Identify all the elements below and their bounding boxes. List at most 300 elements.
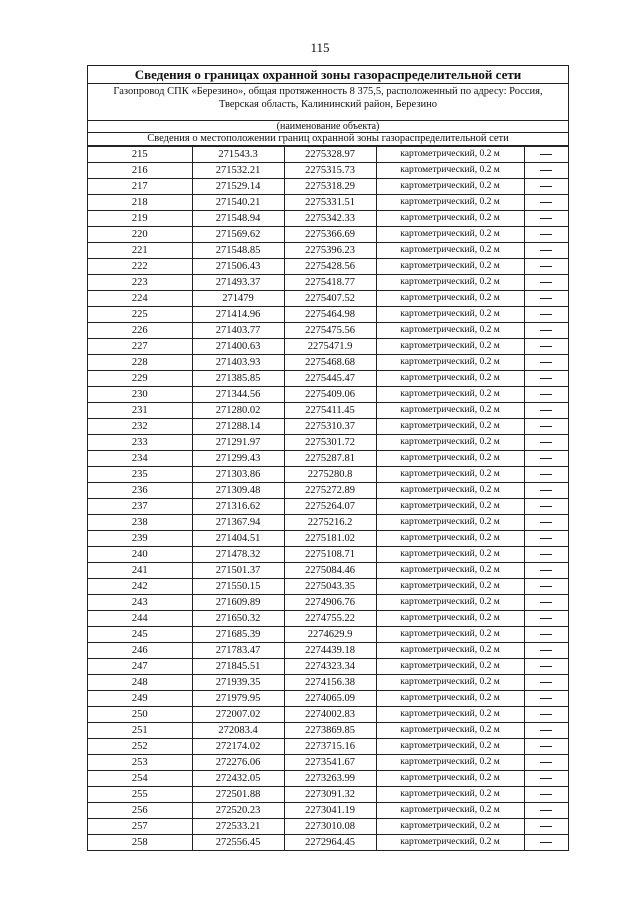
y-coordinate-cell: 2275287.81 [284, 451, 376, 467]
y-coordinate-cell: 2272964.45 [284, 835, 376, 851]
x-coordinate-cell: 271385.85 [192, 371, 284, 387]
method-cell: картометрический, 0.2 м [376, 563, 524, 579]
point-number-cell: 233 [88, 435, 192, 451]
y-coordinate-cell: 2274323.34 [284, 659, 376, 675]
table-row [88, 611, 568, 627]
table-row [88, 467, 568, 483]
table-row [88, 723, 568, 739]
dash-mark [540, 458, 552, 459]
method-cell: картометрический, 0.2 м [376, 755, 524, 771]
dash-mark [540, 714, 552, 715]
method-cell: картометрический, 0.2 м [376, 387, 524, 403]
table-row [88, 643, 568, 659]
table-row [88, 787, 568, 803]
x-coordinate-cell: 271493.37 [192, 275, 284, 291]
method-cell: картометрический, 0.2 м [376, 819, 524, 835]
dash-mark [540, 650, 552, 651]
dash-mark [540, 618, 552, 619]
dash-cell [524, 515, 568, 531]
dash-cell [524, 307, 568, 323]
dash-cell [524, 339, 568, 355]
point-number-cell: 223 [88, 275, 192, 291]
dash-mark [540, 730, 552, 731]
dash-cell [524, 547, 568, 563]
document-title: Сведения о границах охранной зоны газораспределительной сети [88, 66, 568, 84]
method-cell: картометрический, 0.2 м [376, 739, 524, 755]
dash-mark [540, 330, 552, 331]
point-number-cell: 234 [88, 451, 192, 467]
dash-cell [524, 499, 568, 515]
table-row [88, 595, 568, 611]
method-cell: картометрический, 0.2 м [376, 499, 524, 515]
point-number-cell: 247 [88, 659, 192, 675]
point-number-cell: 246 [88, 643, 192, 659]
y-coordinate-cell: 2275331.51 [284, 195, 376, 211]
x-coordinate-cell: 271543.3 [192, 147, 284, 163]
dash-cell [524, 195, 568, 211]
dash-mark [540, 522, 552, 523]
dash-cell [524, 659, 568, 675]
x-coordinate-cell: 271501.37 [192, 563, 284, 579]
y-coordinate-cell: 2275468.68 [284, 355, 376, 371]
dash-mark [540, 778, 552, 779]
method-cell: картометрический, 0.2 м [376, 451, 524, 467]
x-coordinate-cell: 271288.14 [192, 419, 284, 435]
point-number-cell: 215 [88, 147, 192, 163]
dash-mark [540, 378, 552, 379]
y-coordinate-cell: 2274755.22 [284, 611, 376, 627]
y-coordinate-cell: 2275310.37 [284, 419, 376, 435]
dash-mark [540, 250, 552, 251]
table-row [88, 435, 568, 451]
dash-mark [540, 554, 552, 555]
x-coordinate-cell: 271299.43 [192, 451, 284, 467]
dash-cell [524, 323, 568, 339]
table-row [88, 499, 568, 515]
point-number-cell: 242 [88, 579, 192, 595]
dash-mark [540, 154, 552, 155]
dash-mark [540, 298, 552, 299]
section-title: Сведения о местоположении границ охранной зоны газораспределительной сети [88, 133, 568, 146]
dash-cell [524, 211, 568, 227]
x-coordinate-cell: 271280.02 [192, 403, 284, 419]
table-row [88, 547, 568, 563]
dash-mark [540, 698, 552, 699]
point-number-cell: 228 [88, 355, 192, 371]
dash-mark [540, 682, 552, 683]
table-row [88, 803, 568, 819]
dash-cell [524, 227, 568, 243]
y-coordinate-cell: 2274629.9 [284, 627, 376, 643]
method-cell: картометрический, 0.2 м [376, 339, 524, 355]
y-coordinate-cell: 2273715.16 [284, 739, 376, 755]
point-number-cell: 224 [88, 291, 192, 307]
y-coordinate-cell: 2273541.67 [284, 755, 376, 771]
method-cell: картометрический, 0.2 м [376, 771, 524, 787]
point-number-cell: 222 [88, 259, 192, 275]
point-number-cell: 236 [88, 483, 192, 499]
table-row [88, 659, 568, 675]
method-cell: картометрический, 0.2 м [376, 403, 524, 419]
method-cell: картометрический, 0.2 м [376, 259, 524, 275]
y-coordinate-cell: 2275318.29 [284, 179, 376, 195]
dash-mark [540, 602, 552, 603]
object-description-line1: Газопровод СПК «Березино», общая протяженность 8 375,5, расположенный по адресу: Россия, [113, 86, 543, 97]
dash-cell [524, 579, 568, 595]
dash-cell [524, 819, 568, 835]
dash-cell [524, 723, 568, 739]
point-number-cell: 250 [88, 707, 192, 723]
y-coordinate-cell: 2275411.45 [284, 403, 376, 419]
table-row [88, 339, 568, 355]
table-row [88, 195, 568, 211]
point-number-cell: 216 [88, 163, 192, 179]
dash-cell [524, 419, 568, 435]
point-number-cell: 249 [88, 691, 192, 707]
x-coordinate-cell: 271939.35 [192, 675, 284, 691]
dash-cell [524, 179, 568, 195]
point-number-cell: 221 [88, 243, 192, 259]
x-coordinate-cell: 271367.94 [192, 515, 284, 531]
x-coordinate-cell: 272533.21 [192, 819, 284, 835]
y-coordinate-cell: 2274065.09 [284, 691, 376, 707]
point-number-cell: 220 [88, 227, 192, 243]
x-coordinate-cell: 271309.48 [192, 483, 284, 499]
dash-mark [540, 170, 552, 171]
x-coordinate-cell: 272276.06 [192, 755, 284, 771]
table-row [88, 323, 568, 339]
y-coordinate-cell: 2274906.76 [284, 595, 376, 611]
table-row [88, 739, 568, 755]
method-cell: картометрический, 0.2 м [376, 163, 524, 179]
dash-mark [540, 634, 552, 635]
dash-mark [540, 442, 552, 443]
y-coordinate-cell: 2274002.83 [284, 707, 376, 723]
dash-cell [524, 531, 568, 547]
table-row [88, 419, 568, 435]
table-row [88, 675, 568, 691]
x-coordinate-cell: 271506.43 [192, 259, 284, 275]
x-coordinate-cell: 272432.05 [192, 771, 284, 787]
x-coordinate-cell: 271291.97 [192, 435, 284, 451]
y-coordinate-cell: 2273010.08 [284, 819, 376, 835]
y-coordinate-cell: 2275475.56 [284, 323, 376, 339]
dash-mark [540, 762, 552, 763]
table-row [88, 403, 568, 419]
table-row [88, 819, 568, 835]
dash-cell [524, 259, 568, 275]
page-number: 115 [310, 40, 330, 55]
method-cell: картометрический, 0.2 м [376, 195, 524, 211]
point-number-cell: 245 [88, 627, 192, 643]
dash-mark [540, 810, 552, 811]
method-cell: картометрический, 0.2 м [376, 595, 524, 611]
y-coordinate-cell: 2275315.73 [284, 163, 376, 179]
y-coordinate-cell: 2273869.85 [284, 723, 376, 739]
x-coordinate-cell: 272174.02 [192, 739, 284, 755]
dash-cell [524, 739, 568, 755]
x-coordinate-cell: 271404.51 [192, 531, 284, 547]
y-coordinate-cell: 2273041.19 [284, 803, 376, 819]
x-coordinate-cell: 271403.77 [192, 323, 284, 339]
dash-mark [540, 426, 552, 427]
method-cell: картометрический, 0.2 м [376, 547, 524, 563]
method-cell: картометрический, 0.2 м [376, 627, 524, 643]
dash-mark [540, 394, 552, 395]
dash-mark [540, 266, 552, 267]
method-cell: картометрический, 0.2 м [376, 323, 524, 339]
table-row [88, 355, 568, 371]
dash-mark [540, 506, 552, 507]
point-number-cell: 241 [88, 563, 192, 579]
table-row [88, 451, 568, 467]
dash-cell [524, 707, 568, 723]
x-coordinate-cell: 272501.88 [192, 787, 284, 803]
table-row [88, 259, 568, 275]
table-row [88, 243, 568, 259]
method-cell: картометрический, 0.2 м [376, 611, 524, 627]
point-number-cell: 252 [88, 739, 192, 755]
dash-cell [524, 163, 568, 179]
dash-mark [540, 474, 552, 475]
x-coordinate-cell: 272520.23 [192, 803, 284, 819]
method-cell: картометрический, 0.2 м [376, 179, 524, 195]
point-number-cell: 257 [88, 819, 192, 835]
method-cell: картометрический, 0.2 м [376, 291, 524, 307]
point-number-cell: 243 [88, 595, 192, 611]
dash-cell [524, 595, 568, 611]
method-cell: картометрический, 0.2 м [376, 675, 524, 691]
table-row [88, 227, 568, 243]
object-description-line2: Тверская область, Калининский район, Березино [219, 99, 437, 110]
point-number-cell: 254 [88, 771, 192, 787]
dash-cell [524, 755, 568, 771]
dash-cell [524, 643, 568, 659]
table-row [88, 835, 568, 851]
point-number-cell: 218 [88, 195, 192, 211]
dash-cell [524, 451, 568, 467]
x-coordinate-cell: 271540.21 [192, 195, 284, 211]
table-row [88, 755, 568, 771]
point-number-cell: 227 [88, 339, 192, 355]
table-row [88, 371, 568, 387]
method-cell: картометрический, 0.2 м [376, 467, 524, 483]
table-row [88, 211, 568, 227]
x-coordinate-cell: 271979.95 [192, 691, 284, 707]
y-coordinate-cell: 2275407.52 [284, 291, 376, 307]
x-coordinate-cell: 271529.14 [192, 179, 284, 195]
method-cell: картометрический, 0.2 м [376, 723, 524, 739]
y-coordinate-cell: 2275328.97 [284, 147, 376, 163]
table-row [88, 515, 568, 531]
method-cell: картометрический, 0.2 м [376, 515, 524, 531]
point-number-cell: 248 [88, 675, 192, 691]
x-coordinate-cell: 271403.93 [192, 355, 284, 371]
point-number-cell: 251 [88, 723, 192, 739]
dash-mark [540, 794, 552, 795]
method-cell: картометрический, 0.2 м [376, 579, 524, 595]
table-row [88, 483, 568, 499]
point-number-cell: 217 [88, 179, 192, 195]
method-cell: картометрический, 0.2 м [376, 803, 524, 819]
coordinates-table-body [88, 147, 568, 851]
object-caption: (наименование объекта) [88, 120, 568, 133]
method-cell: картометрический, 0.2 м [376, 355, 524, 371]
dash-cell [524, 835, 568, 851]
y-coordinate-cell: 2275342.33 [284, 211, 376, 227]
x-coordinate-cell: 271609.89 [192, 595, 284, 611]
dash-mark [540, 202, 552, 203]
dash-mark [540, 346, 552, 347]
table-row [88, 291, 568, 307]
table-row [88, 691, 568, 707]
protection-zone-sheet [87, 65, 569, 851]
dash-cell [524, 787, 568, 803]
table-row [88, 707, 568, 723]
dash-mark [540, 362, 552, 363]
y-coordinate-cell: 2275216.2 [284, 515, 376, 531]
table-row [88, 387, 568, 403]
dash-mark [540, 826, 552, 827]
method-cell: картометрический, 0.2 м [376, 307, 524, 323]
method-cell: картометрический, 0.2 м [376, 227, 524, 243]
point-number-cell: 232 [88, 419, 192, 435]
y-coordinate-cell: 2275428.56 [284, 259, 376, 275]
x-coordinate-cell: 271548.94 [192, 211, 284, 227]
method-cell: картометрический, 0.2 м [376, 531, 524, 547]
point-number-cell: 239 [88, 531, 192, 547]
x-coordinate-cell: 271569.62 [192, 227, 284, 243]
table-row [88, 771, 568, 787]
dash-mark [540, 282, 552, 283]
x-coordinate-cell: 271344.56 [192, 387, 284, 403]
dash-cell [524, 147, 568, 163]
y-coordinate-cell: 2275366.69 [284, 227, 376, 243]
method-cell: картометрический, 0.2 м [376, 787, 524, 803]
point-number-cell: 219 [88, 211, 192, 227]
x-coordinate-cell: 271400.63 [192, 339, 284, 355]
object-description [88, 84, 568, 115]
y-coordinate-cell: 2275043.35 [284, 579, 376, 595]
point-number-cell: 255 [88, 787, 192, 803]
y-coordinate-cell: 2275280.8 [284, 467, 376, 483]
x-coordinate-cell: 271414.96 [192, 307, 284, 323]
dash-cell [524, 627, 568, 643]
y-coordinate-cell: 2275181.02 [284, 531, 376, 547]
y-coordinate-cell: 2275108.71 [284, 547, 376, 563]
point-number-cell: 225 [88, 307, 192, 323]
method-cell: картометрический, 0.2 м [376, 659, 524, 675]
y-coordinate-cell: 2274156.38 [284, 675, 376, 691]
dash-cell [524, 483, 568, 499]
table-row [88, 627, 568, 643]
method-cell: картометрический, 0.2 м [376, 835, 524, 851]
dash-cell [524, 387, 568, 403]
y-coordinate-cell: 2274439.18 [284, 643, 376, 659]
dash-mark [540, 410, 552, 411]
method-cell: картометрический, 0.2 м [376, 147, 524, 163]
table-row [88, 563, 568, 579]
x-coordinate-cell: 272007.02 [192, 707, 284, 723]
y-coordinate-cell: 2275464.98 [284, 307, 376, 323]
y-coordinate-cell: 2275084.46 [284, 563, 376, 579]
method-cell: картометрический, 0.2 м [376, 419, 524, 435]
point-number-cell: 256 [88, 803, 192, 819]
y-coordinate-cell: 2275264.07 [284, 499, 376, 515]
dash-cell [524, 435, 568, 451]
dash-cell [524, 611, 568, 627]
x-coordinate-cell: 271548.85 [192, 243, 284, 259]
method-cell: картометрический, 0.2 м [376, 435, 524, 451]
y-coordinate-cell: 2275301.72 [284, 435, 376, 451]
dash-mark [540, 538, 552, 539]
y-coordinate-cell: 2275272.89 [284, 483, 376, 499]
dash-mark [540, 746, 552, 747]
point-number-cell: 229 [88, 371, 192, 387]
table-row [88, 531, 568, 547]
x-coordinate-cell: 271845.51 [192, 659, 284, 675]
point-number-cell: 240 [88, 547, 192, 563]
method-cell: картометрический, 0.2 м [376, 211, 524, 227]
point-number-cell: 230 [88, 387, 192, 403]
dash-mark [540, 666, 552, 667]
dash-cell [524, 371, 568, 387]
y-coordinate-cell: 2273263.99 [284, 771, 376, 787]
point-number-cell: 253 [88, 755, 192, 771]
table-row [88, 179, 568, 195]
coordinates-table [88, 146, 568, 851]
dash-cell [524, 803, 568, 819]
method-cell: картометрический, 0.2 м [376, 691, 524, 707]
dash-cell [524, 243, 568, 259]
dash-mark [540, 842, 552, 843]
y-coordinate-cell: 2273091.32 [284, 787, 376, 803]
x-coordinate-cell: 271685.39 [192, 627, 284, 643]
dash-mark [540, 234, 552, 235]
table-row [88, 275, 568, 291]
dash-cell [524, 467, 568, 483]
x-coordinate-cell: 271316.62 [192, 499, 284, 515]
table-row [88, 147, 568, 163]
dash-mark [540, 314, 552, 315]
point-number-cell: 258 [88, 835, 192, 851]
x-coordinate-cell: 271550.15 [192, 579, 284, 595]
dash-mark [540, 490, 552, 491]
x-coordinate-cell: 271783.47 [192, 643, 284, 659]
point-number-cell: 235 [88, 467, 192, 483]
x-coordinate-cell: 271303.86 [192, 467, 284, 483]
table-row [88, 163, 568, 179]
dash-cell [524, 403, 568, 419]
x-coordinate-cell: 271650.32 [192, 611, 284, 627]
dash-cell [524, 691, 568, 707]
x-coordinate-cell: 271532.21 [192, 163, 284, 179]
y-coordinate-cell: 2275445.47 [284, 371, 376, 387]
method-cell: картометрический, 0.2 м [376, 243, 524, 259]
table-row [88, 579, 568, 595]
dash-cell [524, 355, 568, 371]
x-coordinate-cell: 272083.4 [192, 723, 284, 739]
method-cell: картометрический, 0.2 м [376, 707, 524, 723]
dash-mark [540, 218, 552, 219]
dash-mark [540, 186, 552, 187]
point-number-cell: 238 [88, 515, 192, 531]
y-coordinate-cell: 2275418.77 [284, 275, 376, 291]
y-coordinate-cell: 2275396.23 [284, 243, 376, 259]
method-cell: картометрический, 0.2 м [376, 371, 524, 387]
y-coordinate-cell: 2275409.06 [284, 387, 376, 403]
dash-cell [524, 675, 568, 691]
